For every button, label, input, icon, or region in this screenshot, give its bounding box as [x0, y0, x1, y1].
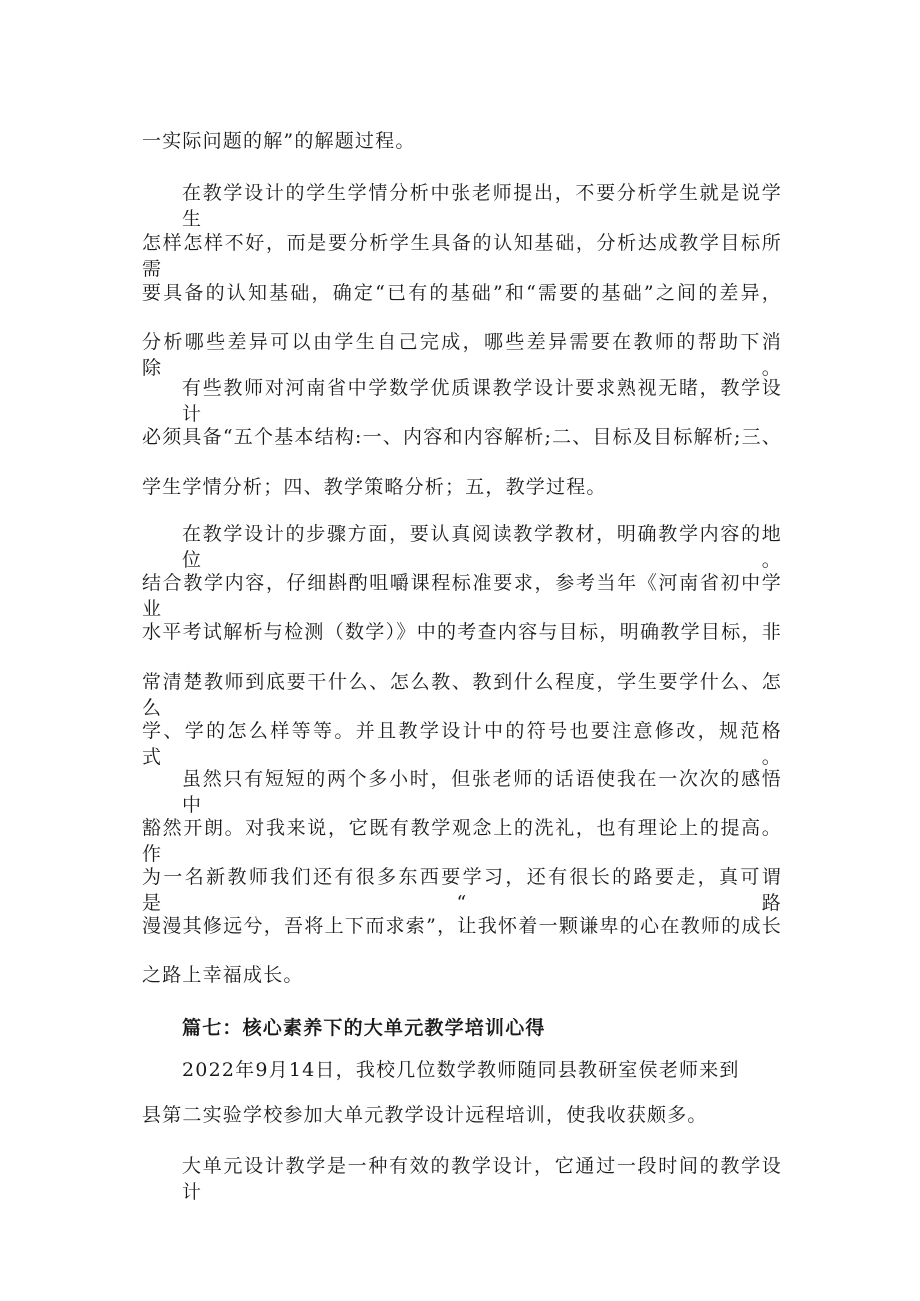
text-line: 怎样怎样不好，而是要分析学生具备的认知基础，分析达成教学目标所需 — [142, 232, 782, 280]
text-line: 有些教师对河南省中学数学优质课教学设计要求熟视无睹，教学设计 — [182, 377, 782, 425]
text-line: 之路上幸福成长。 — [142, 964, 304, 986]
text-line: 在教学设计的步骤方面，要认真阅读教学教材，明确教学内容的地位。 — [182, 523, 782, 571]
text-line: 大单元设计教学是一种有效的教学设计，它通过一段时间的教学设计 — [182, 1155, 782, 1203]
text-line: 县第二实验学校参加大单元教学设计远程培训，使我收获颇多。 — [142, 1104, 708, 1126]
text-line: 学生学情分析；四、教学策略分析；五，教学过程。 — [142, 476, 607, 498]
text-line: 学、学的怎么样等等。并且教学设计中的符号也要注意修改，规范格式。 — [142, 720, 782, 768]
text-line: 虽然只有短短的两个多小时，但张老师的话语使我在一次次的感悟中 — [182, 768, 782, 816]
text-line: 为一名新教师我们还有很多东西要学习，还有很长的路要走，真可谓是“路 — [142, 866, 782, 914]
text-line: 分析哪些差异可以由学生自己完成，哪些差异需要在教师的帮助下消除。 — [142, 331, 782, 379]
text-line: 漫漫其修远兮，吾将上下而求索”，让我怀着一颗谦卑的心在教师的成长 — [142, 915, 782, 937]
text-line: 要具备的认知基础，确定“已有的基础”和“需要的基础”之间的差异， — [142, 282, 782, 304]
text-line: 一实际问题的解”的解题过程。 — [142, 130, 416, 152]
text-line: 必须具备“五个基本结构:一、内容和内容解析;二、目标及目标解析;三、 — [142, 426, 782, 448]
text-line: 常清楚教师到底要干什么、怎么教、教到什么程度，学生要学什么、怎么 — [142, 671, 782, 719]
text-line: 水平考试解析与检测（数学）》中的考查内容与目标，明确教学目标，非 — [142, 621, 782, 643]
text-line: 结合教学内容，仔细斟酌咀嚼课程标准要求，参考当年《河南省初中学业 — [142, 572, 782, 620]
text-line: 在教学设计的学生学情分析中张老师提出，不要分析学生就是说学生 — [182, 182, 782, 230]
section-heading: 篇七：核心素养下的大单元教学培训心得 — [182, 1017, 546, 1039]
text-line: 豁然开朗。对我来说，它既有教学观念上的洗礼，也有理论上的提高。作 — [142, 817, 782, 865]
text-line: 2022年9月14日，我校几位数学教师随同县教研室侯老师来到 — [182, 1059, 740, 1081]
